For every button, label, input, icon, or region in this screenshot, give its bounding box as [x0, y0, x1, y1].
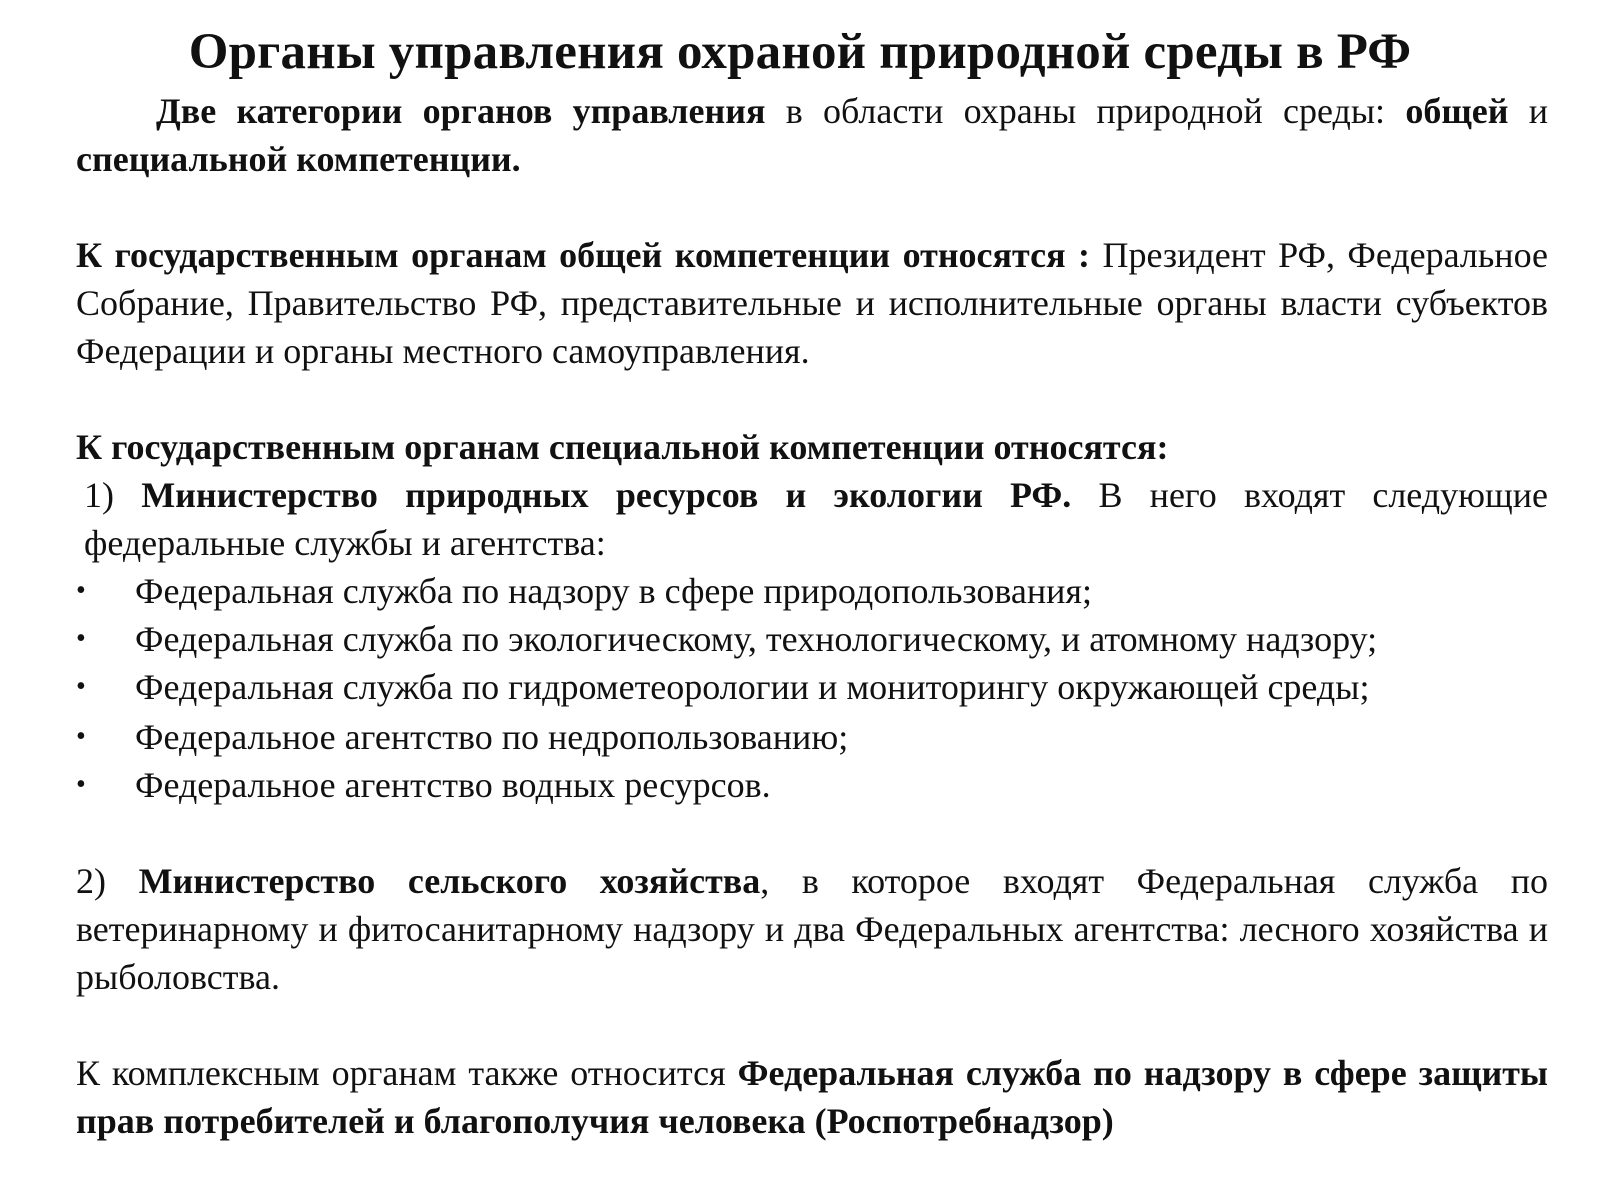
list-item-text: Федеральная служба по гидрометеорологии и мониторингу окружающей среды;	[135, 667, 1370, 707]
general-competence-list: Президент РФ, Федеральное Собрание, Правительство РФ, представительные и исполнительные органы власти субъектов Федерации и органы местного самоуправления.	[76, 235, 1548, 371]
intro-bold-categories: Две категории органов управления	[156, 91, 766, 131]
bullet-icon: •	[76, 769, 86, 800]
ministry-agriculture-name: Министерство сельского хозяйства	[138, 861, 761, 901]
bullet-icon: •	[76, 623, 86, 654]
special-competence-heading-text: К государственным органам специальной компетенции относятся:	[76, 427, 1169, 467]
federal-services-list	[76, 567, 1548, 809]
slide-content	[76, 87, 1548, 1145]
special-competence-heading	[76, 423, 1548, 471]
list-item-text: Федеральное агентство по недропользованию;	[135, 717, 849, 757]
item-1-number: 1)	[84, 475, 142, 515]
list-item	[76, 615, 1548, 663]
spacer	[76, 375, 1548, 423]
intro-paragraph	[76, 87, 1548, 183]
bullet-icon: •	[76, 575, 86, 606]
list-item-text: Федеральная служба по надзору в сфере природопользования;	[135, 571, 1092, 611]
ministry-agriculture-paragraph	[76, 857, 1548, 1001]
rospotrebnadzor-name: Федеральная служба по надзору в сфере защиты прав потребителей и благополучия человека (Роспотребнадзор)	[76, 1053, 1548, 1141]
item-2-number: 2)	[76, 861, 139, 901]
general-competence-heading: К государственным органам общей компетенции относятся :	[76, 235, 1091, 275]
list-item-text: Федеральное агентство водных ресурсов.	[135, 765, 771, 805]
bullet-icon: •	[76, 721, 86, 752]
list-item-text: Федеральная служба по экологическому, технологическому, и атомному надзору;	[135, 619, 1378, 659]
ministry-natural-resources-paragraph	[76, 471, 1548, 567]
ministry-natural-resources-name: Министерство природных ресурсов и экологии РФ.	[141, 475, 1072, 515]
general-competence-paragraph	[76, 231, 1548, 375]
slide-title: Органы управления охраной природной среды в РФ	[188, 24, 1412, 80]
intro-bold-general: общей	[1405, 91, 1509, 131]
complex-bodies-text: К комплексным органам также относится	[76, 1053, 738, 1093]
spacer	[76, 809, 1548, 857]
intro-bold-special: специальной компетенции.	[76, 139, 521, 179]
bullet-icon: •	[76, 671, 86, 702]
list-item	[76, 567, 1548, 615]
list-item	[76, 663, 1548, 711]
intro-text-area: в области охраны природной среды:	[765, 91, 1406, 131]
list-item	[76, 713, 1548, 761]
ministry-natural-resources-text: В него входят следующие федеральные службы и агентства:	[84, 475, 1548, 563]
complex-bodies-paragraph	[76, 1049, 1548, 1145]
spacer	[76, 1001, 1548, 1049]
spacer	[76, 183, 1548, 231]
intro-text-and: и	[1508, 91, 1548, 131]
ministry-agriculture-text: , в которое входят Федеральная служба по ветеринарному и фитосанитарному надзору и два Федеральных агентства: лесного хозяйства и рыболовства.	[76, 861, 1548, 997]
list-item	[76, 761, 1548, 809]
